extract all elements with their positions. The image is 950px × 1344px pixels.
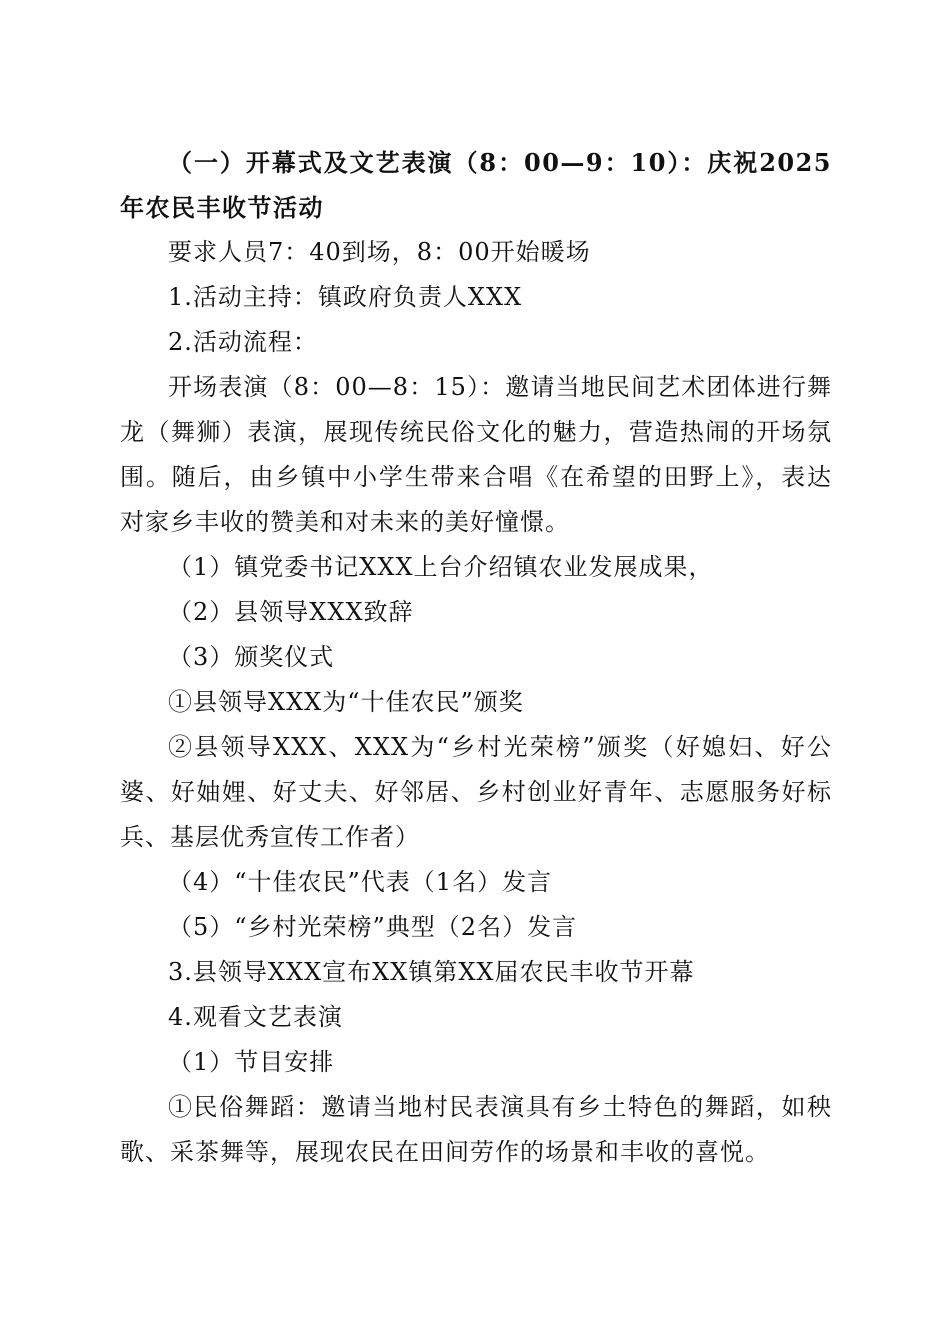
performance-item: 4.观看文艺表演 (168, 1003, 343, 1031)
arrival-requirement: 要求人员7：40到场，8：00开始暖场 (168, 238, 591, 266)
opening-announcement: 3.县领导XXX宣布XX镇第XX届农民丰收节开幕 (168, 958, 695, 986)
sub-item-4: （4）“十佳农民”代表（1名）发言 (168, 868, 553, 896)
opening-performance: 开场表演（8：00—8：15）：邀请当地民间艺术团体进行舞龙（舞狮）表演，展现传统民俗文化的魅力，营造热闹的开场氛围。随后，由乡镇中小学生带来合唱《在希望的田野上》，表达对家乡丰收的赞美和对未来的美好憧憬。 (120, 373, 832, 536)
sub-item-2: （2）县领导XXX致辞 (168, 598, 414, 626)
document-page (120, 140, 832, 1175)
sub-item-1: （1）镇党委书记XXX上台介绍镇农业发展成果， (168, 553, 714, 581)
sub-item-3: （3）颁奖仪式 (168, 643, 335, 671)
folk-dance-item: ①民俗舞蹈：邀请当地村民表演具有乡土特色的舞蹈，如秧歌、采茶舞等，展现农民在田间劳作的场景和丰收的喜悦。 (120, 1093, 832, 1166)
process-item: 2.活动流程： (168, 328, 318, 356)
section-heading: （一）开幕式及文艺表演（8：00—9：10）：庆祝2025年农民丰收节活动 (120, 148, 832, 222)
program-schedule: （1）节目安排 (168, 1048, 335, 1076)
sub-item-5: （5）“乡村光荣榜”典型（2名）发言 (168, 913, 578, 941)
host-item: 1.活动主持：镇政府负责人XXX (168, 283, 523, 311)
award-item-2: ②县领导XXX、XXX为“乡村光荣榜”颁奖（好媳妇、好公婆、好妯娌、好丈夫、好邻居、乡村创业好青年、志愿服务好标兵、基层优秀宣传工作者） (120, 733, 832, 851)
award-item-1: ①县领导XXX为“十佳农民”颁奖 (168, 688, 524, 716)
